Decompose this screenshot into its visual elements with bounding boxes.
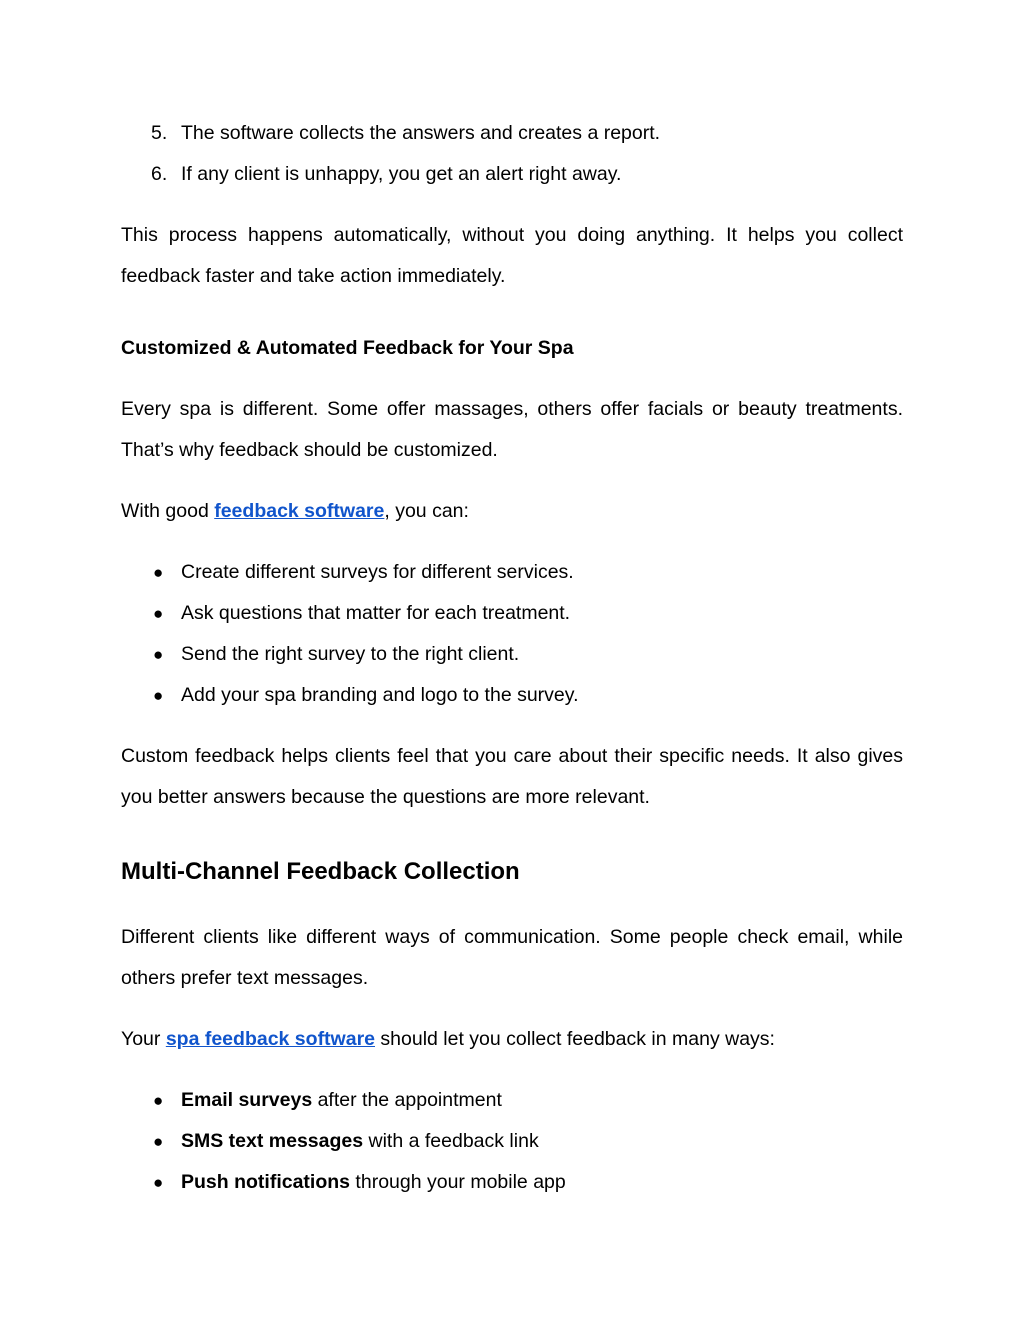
bullet-list-item [121,634,903,675]
channel-name: Email surveys [181,1089,313,1111]
bullet-icon: ● [153,604,164,623]
list-item-text: Create different surveys for different services. [181,561,574,583]
channel-description: after the appointment [312,1089,502,1111]
paragraph-every-spa: Every spa is different. Some offer massages, others offer facials or beauty treatments. That’s why feedback should be customized. [121,398,903,461]
bullet-list-item [121,1162,903,1203]
text-after-link: should let you collect feedback in many ways: [375,1028,775,1050]
bullet-list-item [121,552,903,593]
section-heading-customized: Customized & Automated Feedback for Your Spa [121,337,574,359]
channel-description: with a feedback link [363,1130,539,1152]
paragraph-different-clients: Different clients like different ways of communication. Some people check email, while others prefer text messages. [121,926,903,989]
bullet-icon: ● [153,686,164,705]
list-item-text [181,1121,539,1162]
bullet-list-item [121,1080,903,1121]
list-item-text: Add your spa branding and logo to the survey. [181,684,579,706]
channel-name: Push notifications [181,1171,351,1193]
spa-feedback-software-link[interactable]: spa feedback software [165,1028,375,1050]
list-number: 6. [151,163,168,185]
bullet-list-item [121,675,903,716]
bullet-icon: ● [153,1173,164,1192]
feedback-software-link[interactable]: feedback software [214,500,385,522]
numbered-list-item [121,154,903,195]
list-item-text: Send the right survey to the right client. [181,643,520,665]
list-number: 5. [151,122,168,144]
bullet-icon: ● [153,645,164,664]
list-item-text: Ask questions that matter for each treatment. [181,602,571,624]
paragraph-your-spa [121,1019,903,1060]
bullet-icon: ● [153,563,164,582]
list-item-text: If any client is unhappy, you get an alert right away. [181,163,622,185]
text-before-link: Your [121,1028,166,1050]
numbered-list-item [121,113,903,154]
section-heading-multichannel: Multi-Channel Feedback Collection [121,858,520,885]
bullet-list-item [121,593,903,634]
bullet-icon: ● [153,1132,164,1151]
list-item-text [181,1162,566,1203]
text-after-link: , you can: [384,500,469,522]
channel-name: SMS text messages [181,1130,364,1152]
paragraph-process: This process happens automatically, without you doing anything. It helps you collect feedback faster and take action immediately. [121,224,903,287]
text-before-link: With good [121,500,215,522]
bullet-list-item [121,1121,903,1162]
paragraph-with-good [121,491,903,532]
paragraph-custom-feedback: Custom feedback helps clients feel that you care about their specific needs. It also gives you better answers because the questions are more relevant. [121,745,903,808]
bullet-icon: ● [153,1091,164,1110]
channel-description: through your mobile app [350,1171,566,1193]
list-item-text [181,1080,502,1121]
list-item-text: The software collects the answers and creates a report. [181,122,661,144]
